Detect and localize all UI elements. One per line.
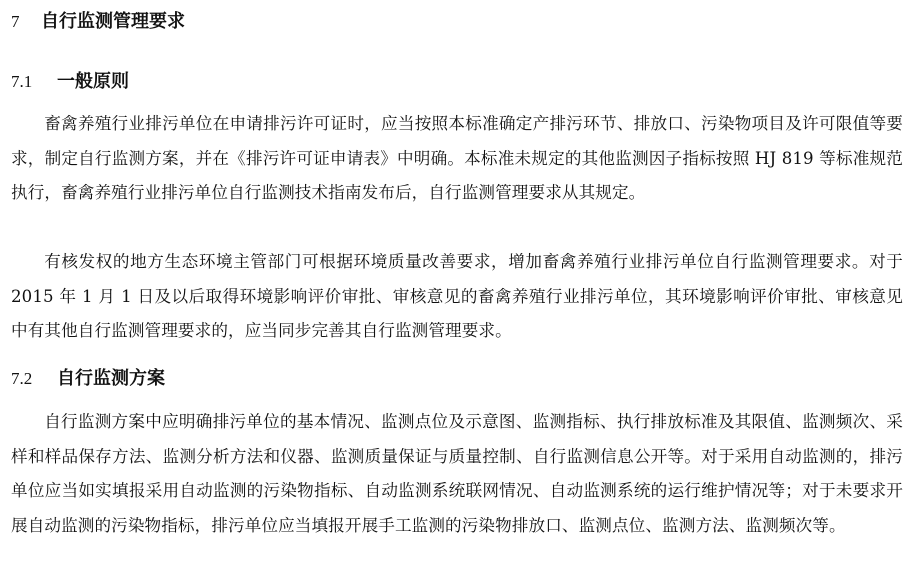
section-7-heading bbox=[11, 7, 185, 33]
section-7-1-paragraph-2: 有核发权的地方生态环境主管部门可根据环境质量改善要求，增加畜禽养殖行业排污单位自行监测管理要求。对于 2015 年 1 月 1 日及以后取得环境影响评价审批、审核意见的畜禽养殖行业排污单位，其环境影响评价审批、审核意见中有其他自行监测管理要求的，应当同步完善其自行监测管理要求。 bbox=[11, 252, 903, 340]
section-7-1-number: 7.1 bbox=[11, 72, 33, 91]
section-7-2-paragraph-1: 自行监测方案中应明确排污单位的基本情况、监测点位及示意图、监测指标、执行排放标准及其限值、监测频次、采样和样品保存方法、监测分析方法和仪器、监测质量保证与质量控制、自行监测信息公开等。对于采用自动监测的，排污单位应当如实填报采用自动监测的污染物指标、自动监测系统联网情况、自动监测系统的运行维护情况等；对于未要求开展自动监测的污染物指标，排污单位应当填报开展手工监测的污染物排放口、监测点位、监测方法、监测频次等。 bbox=[11, 412, 903, 535]
section-7-number: 7 bbox=[11, 12, 20, 31]
section-7-2-heading bbox=[11, 364, 165, 390]
section-7-title: 自行监测管理要求 bbox=[41, 11, 185, 32]
section-7-1-title: 一般原则 bbox=[57, 71, 129, 92]
section-7-1-paragraph-1: 畜禽养殖行业排污单位在申请排污许可证时，应当按照本标准确定产排污环节、排放口、污染物项目及许可限值等要求，制定自行监测方案，并在《排污许可证申请表》中明确。本标准未规定的其他监测因子指标按照 HJ 819 等标准规范执行，畜禽养殖行业排污单位自行监测技术指南发布后，自行监测管理要求从其规定。 bbox=[11, 114, 903, 202]
section-7-2-title: 自行监测方案 bbox=[57, 368, 165, 389]
section-7-1-heading bbox=[11, 67, 129, 93]
section-7-2-number: 7.2 bbox=[11, 369, 33, 388]
